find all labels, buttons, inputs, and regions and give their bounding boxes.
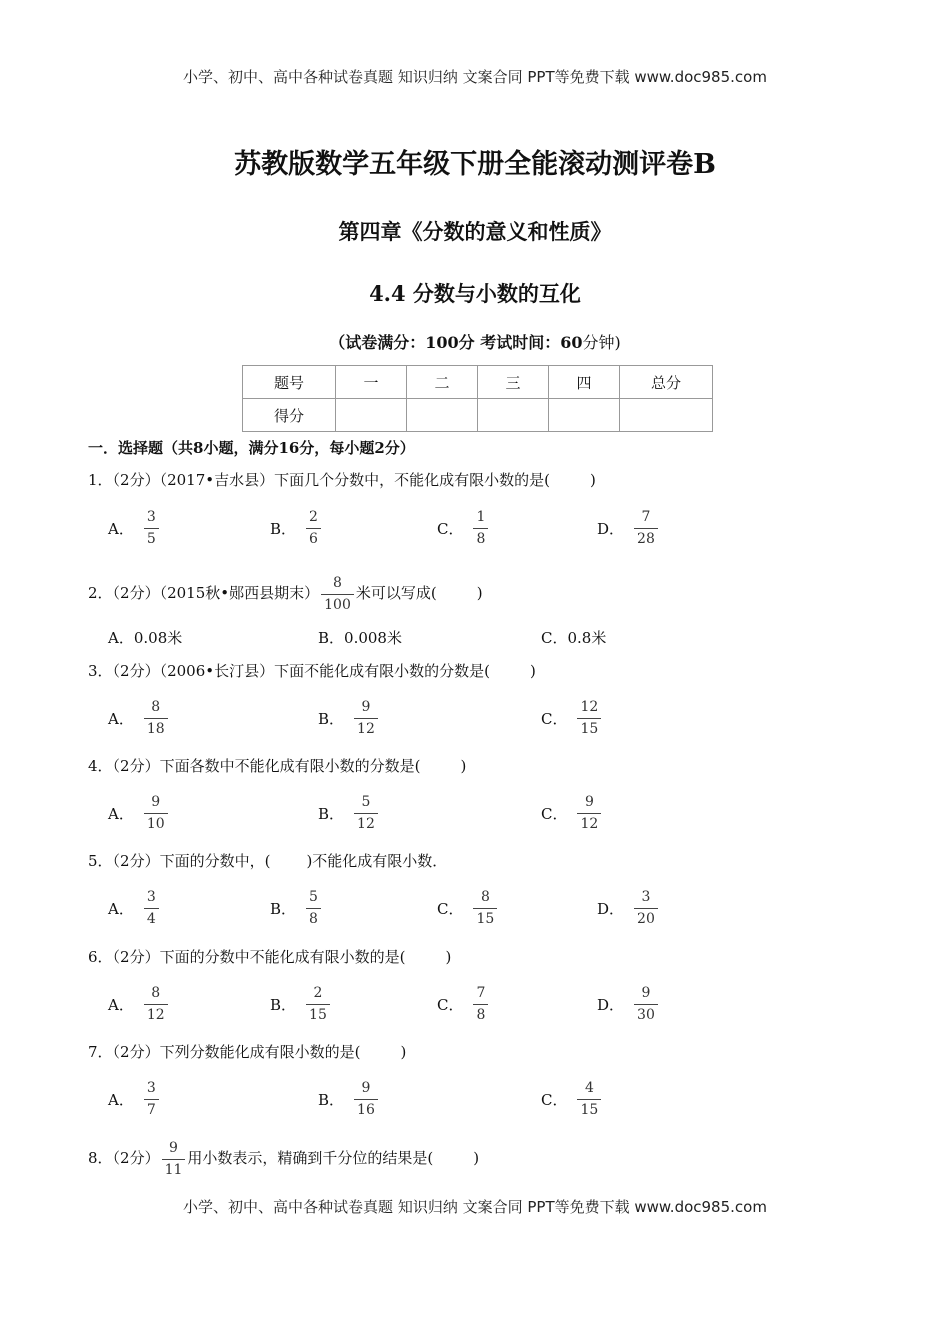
question-text: （2分）（2006•长汀县）下面不能化成有限小数的分数是(	[112, 662, 490, 680]
question-text: （2分）下列分数能化成有限小数的是(	[112, 1043, 361, 1061]
fraction	[306, 985, 330, 1024]
option-label: B．	[318, 709, 345, 728]
option-c[interactable]	[541, 789, 601, 837]
numerator: 12	[580, 698, 599, 715]
denominator: 100	[321, 594, 354, 614]
option-label: C．	[437, 519, 464, 538]
option-label: A．	[108, 709, 134, 728]
fraction	[634, 889, 658, 928]
fraction	[473, 509, 488, 548]
option-label: C．	[541, 628, 568, 647]
denominator: 15	[473, 908, 497, 928]
question-close: )	[476, 584, 483, 602]
score-table	[242, 365, 713, 432]
option-label: A．	[108, 804, 134, 823]
exam-info-tail: 分钟)	[582, 333, 621, 352]
numerator: 3	[146, 888, 156, 905]
page-title: 苏教版数学五年级下册全能滚动测评卷B	[234, 149, 716, 180]
exam-info-main: （试卷满分：100分 考试时间：60	[329, 333, 583, 352]
fraction	[306, 509, 321, 548]
option-a[interactable]	[108, 1075, 159, 1123]
denominator: 30	[634, 1004, 658, 1024]
part-one-heading: 一．选择题（共8小题，满分16分，每小题2分）	[88, 439, 415, 457]
numerator: 2	[313, 984, 323, 1001]
option-b[interactable]	[318, 1075, 378, 1123]
bottom-banner: 小学、初中、高中各种试卷真题 知识归纳 文案合同 PPT等免费下载 www.doc985.com	[183, 1198, 767, 1216]
fraction	[473, 985, 488, 1024]
score-table-score-row	[243, 399, 713, 432]
fraction	[306, 889, 321, 928]
numerator: 2	[309, 508, 318, 525]
denominator: 10	[144, 813, 168, 833]
option-label: B．	[270, 519, 297, 538]
option-b[interactable]	[270, 980, 330, 1028]
option-a[interactable]	[108, 694, 168, 742]
denominator: 18	[144, 718, 168, 738]
option-label: C．	[541, 709, 568, 728]
question-number: 5．	[88, 852, 113, 870]
question-number: 8．	[88, 1149, 113, 1167]
denominator: 16	[354, 1099, 378, 1119]
numerator: 9	[361, 698, 371, 715]
question-close: )	[460, 757, 467, 775]
denominator: 15	[577, 718, 601, 738]
option-label: A．	[108, 995, 134, 1014]
option-b[interactable]	[270, 504, 321, 552]
denominator: 20	[634, 908, 658, 928]
question-close: )	[473, 1149, 480, 1167]
numerator: 3	[641, 888, 651, 905]
fraction	[473, 889, 497, 928]
denominator: 4	[144, 908, 159, 928]
question-text: （2分）（2017•吉水县）下面几个分数中，不能化成有限小数的是(	[112, 471, 550, 489]
denominator: 7	[144, 1099, 159, 1119]
option-c[interactable]	[437, 504, 488, 552]
option-a[interactable]	[108, 613, 182, 661]
option-a[interactable]	[108, 980, 168, 1028]
question-text: （2分）下面各数中不能化成有限小数的分数是(	[112, 757, 421, 775]
option-a[interactable]	[108, 884, 159, 932]
question-text: （2分）下面的分数中不能化成有限小数的是(	[112, 948, 406, 966]
numerator: 8	[151, 698, 161, 715]
denominator: 11	[162, 1159, 186, 1179]
score-cell[interactable]	[549, 399, 620, 432]
option-label: A．	[108, 1090, 134, 1109]
fraction	[144, 794, 168, 833]
question-close: )	[529, 662, 536, 680]
question-number: 6．	[88, 948, 113, 966]
option-c[interactable]	[541, 694, 601, 742]
fraction	[577, 1080, 601, 1119]
top-banner: 小学、初中、高中各种试卷真题 知识归纳 文案合同 PPT等免费下载 www.doc985.com	[183, 68, 767, 86]
option-label: A．	[108, 519, 134, 538]
question-text-tail: 米可以写成(	[355, 584, 437, 602]
question-close: )	[445, 948, 452, 966]
question-6	[88, 945, 451, 969]
header-cell: 四	[549, 366, 620, 399]
question-text: （2分）（2015秋•郧西县期末）	[112, 584, 320, 602]
score-table-header-row	[243, 366, 713, 399]
denominator: 12	[144, 1004, 168, 1024]
question-text-tail: 用小数表示，精确到千分位的结果是(	[187, 1149, 434, 1167]
question-text: （2分）下面的分数中，(	[112, 852, 271, 870]
header-cell: 题号	[243, 366, 336, 399]
numerator: 8	[480, 888, 490, 905]
fraction	[144, 699, 168, 738]
fraction	[354, 699, 378, 738]
numerator: 3	[146, 1079, 156, 1096]
numerator: 7	[641, 508, 651, 525]
option-c[interactable]	[437, 980, 488, 1028]
numerator: 8	[151, 984, 161, 1001]
denominator: 5	[144, 528, 159, 548]
option-d[interactable]	[597, 980, 658, 1028]
denominator: 12	[577, 813, 601, 833]
question-3	[88, 659, 536, 683]
header-cell: 总分	[620, 366, 713, 399]
row-label-cell: 得分	[243, 399, 336, 432]
option-b[interactable]	[318, 694, 378, 742]
numerator: 9	[151, 793, 161, 810]
chapter-title: 第四章《分数的意义和性质》	[338, 219, 612, 244]
numerator: 9	[169, 1139, 178, 1156]
denominator: 6	[306, 528, 321, 548]
score-cell[interactable]	[478, 399, 549, 432]
option-c[interactable]	[541, 613, 606, 661]
option-a[interactable]	[108, 789, 168, 837]
option-label: D．	[597, 519, 625, 538]
option-d[interactable]	[597, 504, 658, 552]
option-a[interactable]	[108, 504, 159, 552]
denominator: 15	[306, 1004, 330, 1024]
header-cell: 一	[336, 366, 407, 399]
option-value: 0.08米	[133, 628, 183, 647]
option-label: A．	[108, 628, 134, 647]
fraction	[162, 1140, 186, 1179]
option-d[interactable]	[597, 884, 658, 932]
denominator: 8	[473, 1004, 488, 1024]
numerator: 4	[584, 1079, 594, 1096]
fraction	[634, 509, 658, 548]
header-cell: 三	[478, 366, 549, 399]
numerator: 9	[641, 984, 651, 1001]
denominator: 12	[354, 718, 378, 738]
question-close: )	[589, 471, 596, 489]
exam-info	[0, 330, 950, 353]
denominator: 12	[354, 813, 378, 833]
fraction	[577, 699, 601, 738]
option-b[interactable]	[318, 613, 402, 661]
numerator: 7	[476, 984, 486, 1001]
option-label: C．	[541, 1090, 568, 1109]
question-2	[88, 573, 483, 613]
option-label: A．	[108, 899, 134, 918]
numerator: 5	[361, 793, 371, 810]
question-text: （2分）	[112, 1149, 160, 1167]
fraction	[321, 575, 354, 614]
question-number: 4．	[88, 757, 113, 775]
denominator: 8	[306, 908, 321, 928]
fraction	[144, 509, 159, 548]
question-4	[88, 754, 466, 778]
option-label: C．	[437, 995, 464, 1014]
question-7	[88, 1040, 406, 1064]
numerator: 9	[361, 1079, 371, 1096]
question-5	[88, 849, 447, 873]
option-label: B．	[318, 1090, 345, 1109]
denominator: 8	[473, 528, 488, 548]
numerator: 1	[476, 508, 486, 525]
question-number: 3．	[88, 662, 113, 680]
fraction	[144, 1080, 159, 1119]
question-1	[88, 468, 596, 492]
option-label: B．	[318, 628, 345, 647]
question-8	[88, 1138, 479, 1178]
question-close: )	[400, 1043, 407, 1061]
option-c[interactable]	[541, 1075, 601, 1123]
score-cell[interactable]	[620, 399, 713, 432]
denominator: 15	[577, 1099, 601, 1119]
option-label: C．	[541, 804, 568, 823]
option-label: B．	[270, 899, 297, 918]
option-b[interactable]	[270, 884, 321, 932]
option-label: B．	[270, 995, 297, 1014]
fraction	[144, 985, 168, 1024]
numerator: 3	[146, 508, 156, 525]
option-label: C．	[437, 899, 464, 918]
fraction	[354, 1080, 378, 1119]
numerator: 9	[584, 793, 594, 810]
question-close: )不能化成有限小数．	[306, 852, 448, 870]
fraction	[634, 985, 658, 1024]
option-value: 0.008米	[344, 628, 402, 647]
option-label: D．	[597, 995, 625, 1014]
question-number: 7．	[88, 1043, 113, 1061]
option-label: B．	[318, 804, 345, 823]
option-c[interactable]	[437, 884, 497, 932]
question-number: 1．	[88, 471, 113, 489]
section-title: 4.4 分数与小数的互化	[369, 281, 581, 306]
score-cell[interactable]	[407, 399, 478, 432]
fraction	[144, 889, 159, 928]
header-cell: 二	[407, 366, 478, 399]
fraction	[577, 794, 601, 833]
denominator: 28	[634, 528, 658, 548]
option-value: 0.8米	[567, 628, 607, 647]
numerator: 8	[333, 574, 342, 591]
score-cell[interactable]	[336, 399, 407, 432]
option-label: D．	[597, 899, 625, 918]
question-number: 2．	[88, 584, 113, 602]
fraction	[354, 794, 378, 833]
option-b[interactable]	[318, 789, 378, 837]
numerator: 5	[309, 888, 318, 905]
